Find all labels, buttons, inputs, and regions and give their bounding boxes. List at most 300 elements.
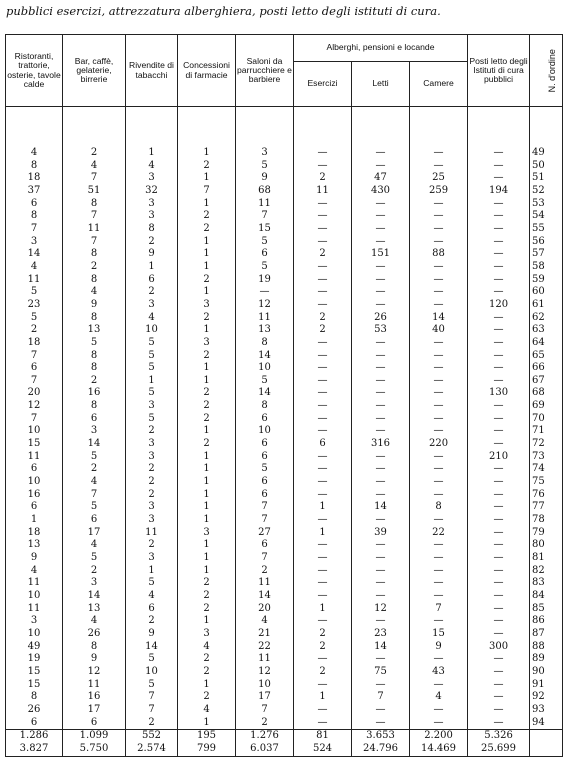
table-cell: — <box>294 286 352 299</box>
table-cell: — <box>352 198 410 211</box>
table-cell: 2 <box>63 565 126 578</box>
table-cell: 3.827 <box>6 743 63 756</box>
table-cell: 1 <box>178 463 236 476</box>
table-cell: — <box>468 362 530 375</box>
table-cell: 1 <box>6 514 63 527</box>
table-cell: 16 <box>6 489 63 502</box>
table-cell: 120 <box>468 299 530 312</box>
table-cell: 1 <box>178 679 236 692</box>
table-cell: 300 <box>468 641 530 654</box>
table-row <box>6 615 563 628</box>
table-cell: — <box>352 590 410 603</box>
table-cell: 11 <box>294 185 352 198</box>
table-cell: 9 <box>410 641 468 654</box>
table-cell: 53 <box>530 198 563 211</box>
table-cell: — <box>352 362 410 375</box>
table-row <box>6 501 563 514</box>
table-row <box>6 223 563 236</box>
table-cell: — <box>294 717 352 730</box>
table-row <box>6 413 563 426</box>
table-cell: 1 <box>178 489 236 502</box>
table-cell: 3 <box>6 236 63 249</box>
table-cell: — <box>410 425 468 438</box>
table-cell: 7 <box>236 704 294 717</box>
table-cell: 7 <box>410 603 468 616</box>
table-cell: 2 <box>294 666 352 679</box>
table-cell: — <box>410 274 468 287</box>
table-cell: 4 <box>410 691 468 704</box>
table-cell: 60 <box>530 286 563 299</box>
table-cell: 76 <box>530 489 563 502</box>
table-cell: 6 <box>6 198 63 211</box>
table-cell: — <box>410 552 468 565</box>
table-cell: 6 <box>63 514 126 527</box>
table-cell: 1 <box>178 451 236 464</box>
table-cell: 9 <box>126 248 178 261</box>
table-cell: 6 <box>6 501 63 514</box>
table-cell: 2 <box>294 172 352 185</box>
table-cell: 14 <box>236 350 294 363</box>
table-cell: 1 <box>178 501 236 514</box>
table-cell: — <box>294 590 352 603</box>
table-cell: — <box>294 704 352 717</box>
table-cell: 24.796 <box>352 743 410 756</box>
table-cell: 43 <box>410 666 468 679</box>
table-cell: 71 <box>530 425 563 438</box>
table-cell: 2 <box>178 312 236 325</box>
table-cell: — <box>468 603 530 616</box>
table-cell: 62 <box>530 312 563 325</box>
table-cell: 3 <box>126 451 178 464</box>
table-cell: 3 <box>126 552 178 565</box>
table-cell: 10 <box>236 362 294 375</box>
table-cell: 7 <box>236 514 294 527</box>
table-cell: 7 <box>6 223 63 236</box>
table-cell: 524 <box>294 743 352 756</box>
table-cell: 92 <box>530 691 563 704</box>
table-cell: 4 <box>63 615 126 628</box>
table-cell: 1 <box>178 324 236 337</box>
table-cell: — <box>468 172 530 185</box>
table-cell: — <box>410 451 468 464</box>
table-cell: — <box>468 577 530 590</box>
table-cell: 26 <box>6 704 63 717</box>
table-cell: 12 <box>236 299 294 312</box>
table-cell: — <box>468 286 530 299</box>
table-cell: 1 <box>178 717 236 730</box>
table-cell: 51 <box>63 185 126 198</box>
table-cell: 2 <box>126 489 178 502</box>
table-cell: 1 <box>178 425 236 438</box>
table-cell: 799 <box>178 743 236 756</box>
table-cell: — <box>468 438 530 451</box>
table-cell: 4 <box>236 615 294 628</box>
table-row <box>6 514 563 527</box>
table-cell: 2 <box>178 603 236 616</box>
table-title: pubblici esercizi, attrezzatura alberghiera, posti letto degli istituti di cura. <box>6 4 441 18</box>
table-cell: 6 <box>236 248 294 261</box>
table-cell: 14 <box>126 641 178 654</box>
table-cell: 47 <box>352 172 410 185</box>
table-cell: 6 <box>236 438 294 451</box>
table-cell: 7 <box>6 375 63 388</box>
table-cell: 1 <box>126 261 178 274</box>
table-cell: 3 <box>236 147 294 160</box>
table-cell: — <box>410 615 468 628</box>
table-cell: 6 <box>6 717 63 730</box>
table-cell: 93 <box>530 704 563 717</box>
table-cell: 85 <box>530 603 563 616</box>
table-cell: — <box>410 299 468 312</box>
table-cell: 4 <box>6 261 63 274</box>
table-row <box>6 210 563 223</box>
table-cell: 7 <box>6 350 63 363</box>
table-cell: — <box>294 147 352 160</box>
table-cell: — <box>410 653 468 666</box>
table-cell: — <box>468 400 530 413</box>
table-cell: — <box>468 324 530 337</box>
table-cell: 68 <box>236 185 294 198</box>
table-cell: 3 <box>63 425 126 438</box>
table-cell: 3 <box>126 172 178 185</box>
table-row <box>6 362 563 375</box>
table-cell: 5 <box>126 653 178 666</box>
table-cell: 3 <box>6 615 63 628</box>
statistics-table <box>5 34 563 757</box>
table-cell: 5 <box>126 337 178 350</box>
table-cell: — <box>352 514 410 527</box>
table-cell: 10 <box>236 425 294 438</box>
table-cell: — <box>352 552 410 565</box>
table-cell: 7 <box>236 210 294 223</box>
table-cell: 14 <box>236 387 294 400</box>
table-cell: — <box>468 539 530 552</box>
table-cell: 8 <box>63 641 126 654</box>
table-cell: — <box>468 565 530 578</box>
table-cell: — <box>352 299 410 312</box>
table-cell: 6 <box>294 438 352 451</box>
table-cell: — <box>410 489 468 502</box>
table-cell: 430 <box>352 185 410 198</box>
header-rivendite: Rivendite di tabacchi <box>126 35 178 107</box>
table-cell: 5 <box>126 362 178 375</box>
table-cell: — <box>410 463 468 476</box>
header-ristoranti: Ristoranti, trattorie, osterie, tavole calde <box>6 35 63 107</box>
table-row <box>6 337 563 350</box>
table-cell: — <box>410 413 468 426</box>
header-ordine-label: N. d'ordine <box>546 48 557 93</box>
table-cell: — <box>294 539 352 552</box>
table-cell: 17 <box>236 691 294 704</box>
table-cell: 23 <box>6 299 63 312</box>
table-cell: 1.099 <box>63 730 126 743</box>
table-cell: — <box>352 413 410 426</box>
table-cell: 2 <box>294 641 352 654</box>
table-cell: 9 <box>63 653 126 666</box>
table-cell: 2 <box>63 375 126 388</box>
table-cell: 14 <box>6 248 63 261</box>
table-cell: 3 <box>126 210 178 223</box>
table-row <box>6 565 563 578</box>
table-cell: 11 <box>63 679 126 692</box>
table-cell: 8 <box>236 400 294 413</box>
table-cell: 4 <box>126 590 178 603</box>
table-cell: — <box>410 337 468 350</box>
header-saloni: Saloni da parrucchiere e barbiere <box>236 35 294 107</box>
table-cell: 7 <box>236 501 294 514</box>
table-cell: 3 <box>178 628 236 641</box>
table-cell: 86 <box>530 615 563 628</box>
table-cell: 50 <box>530 160 563 173</box>
table-cell: — <box>468 666 530 679</box>
table-cell: 1 <box>178 539 236 552</box>
table-cell: 15 <box>236 223 294 236</box>
table-cell: 2 <box>178 438 236 451</box>
table-cell: 1.286 <box>6 730 63 743</box>
table-cell: 54 <box>530 210 563 223</box>
table-cell: 1 <box>178 362 236 375</box>
table-cell: 1 <box>294 527 352 540</box>
table-cell: — <box>294 653 352 666</box>
table-cell: 4 <box>126 160 178 173</box>
table-cell: 12 <box>63 666 126 679</box>
table-row <box>6 387 563 400</box>
table-cell: 2 <box>178 577 236 590</box>
table-cell: 16 <box>63 691 126 704</box>
table-row <box>6 286 563 299</box>
table-cell: 5 <box>126 387 178 400</box>
table-cell: 87 <box>530 628 563 641</box>
table-cell: 13 <box>6 539 63 552</box>
table-cell: 3 <box>126 198 178 211</box>
table-cell: 2 <box>294 248 352 261</box>
table-cell: 2 <box>178 274 236 287</box>
table-cell: — <box>468 236 530 249</box>
table-cell: — <box>294 552 352 565</box>
table-cell: — <box>410 286 468 299</box>
table-cell: 51 <box>530 172 563 185</box>
table-cell: 4 <box>178 641 236 654</box>
table-cell: 15 <box>410 628 468 641</box>
table-cell: 19 <box>6 653 63 666</box>
table-cell: 11 <box>6 603 63 616</box>
table-cell: 14 <box>63 438 126 451</box>
table-cell: — <box>352 463 410 476</box>
table-cell: 3.653 <box>352 730 410 743</box>
table-cell: — <box>468 514 530 527</box>
table-cell: — <box>294 299 352 312</box>
table-cell: 61 <box>530 299 563 312</box>
table-cell: 39 <box>352 527 410 540</box>
table-cell: 6 <box>236 413 294 426</box>
table-cell: 8 <box>63 362 126 375</box>
table-cell: 4 <box>63 286 126 299</box>
table-cell: — <box>294 261 352 274</box>
table-cell: 14 <box>236 590 294 603</box>
table-cell: — <box>410 261 468 274</box>
table-cell: — <box>294 400 352 413</box>
table-cell: — <box>294 236 352 249</box>
table-cell: — <box>352 451 410 464</box>
table-cell: 7 <box>352 691 410 704</box>
table-cell: 11 <box>6 451 63 464</box>
table-cell: 67 <box>530 375 563 388</box>
table-cell: 1 <box>178 147 236 160</box>
table-cell: 26 <box>63 628 126 641</box>
table-row <box>6 438 563 451</box>
table-cell: 40 <box>410 324 468 337</box>
table-cell: — <box>468 717 530 730</box>
table-cell: 4 <box>178 704 236 717</box>
table-cell: 82 <box>530 565 563 578</box>
table-cell: 57 <box>530 248 563 261</box>
table-cell: 3 <box>178 299 236 312</box>
table-cell: 151 <box>352 248 410 261</box>
table-cell: 1 <box>178 198 236 211</box>
table-cell: 2 <box>126 615 178 628</box>
table-cell: — <box>410 539 468 552</box>
table-cell: 75 <box>530 476 563 489</box>
table-cell: — <box>468 413 530 426</box>
table-cell: 65 <box>530 350 563 363</box>
table-cell: 7 <box>178 185 236 198</box>
table-cell: — <box>468 223 530 236</box>
table-cell: 17 <box>63 527 126 540</box>
table-cell: 11 <box>6 577 63 590</box>
table-cell: — <box>352 274 410 287</box>
table-cell: 18 <box>6 172 63 185</box>
header-concessioni: Concessioni di farmacie <box>178 35 236 107</box>
table-cell: 2 <box>126 463 178 476</box>
table-row <box>6 666 563 679</box>
table-cell: 10 <box>6 628 63 641</box>
table-cell: 49 <box>530 147 563 160</box>
table-cell: — <box>352 261 410 274</box>
table-cell: — <box>410 160 468 173</box>
table-cell: 1 <box>178 476 236 489</box>
table-cell: 2 <box>178 223 236 236</box>
table-cell: 8 <box>63 312 126 325</box>
table-cell: 15 <box>6 666 63 679</box>
table-cell: 12 <box>236 666 294 679</box>
table-row <box>6 375 563 388</box>
table-cell: 6 <box>63 717 126 730</box>
table-cell: 1 <box>178 248 236 261</box>
table-cell: — <box>410 198 468 211</box>
table-cell: 11 <box>126 527 178 540</box>
table-cell: 9 <box>6 552 63 565</box>
table-cell: 23 <box>352 628 410 641</box>
table-cell: — <box>352 400 410 413</box>
table-cell: — <box>294 160 352 173</box>
table-cell: 22 <box>410 527 468 540</box>
table-cell: 3 <box>63 577 126 590</box>
table-cell: 5 <box>6 286 63 299</box>
table-cell: 2 <box>236 565 294 578</box>
table-cell: 8 <box>63 274 126 287</box>
table-cell: 21 <box>236 628 294 641</box>
table-cell: 2 <box>178 350 236 363</box>
table-cell: 26 <box>352 312 410 325</box>
table-cell: 13 <box>63 603 126 616</box>
table-cell: 8 <box>410 501 468 514</box>
table-row <box>6 527 563 540</box>
table-cell: 6 <box>126 603 178 616</box>
table-cell: 18 <box>6 527 63 540</box>
table-cell: 20 <box>6 387 63 400</box>
table-cell: — <box>410 514 468 527</box>
table-row <box>6 653 563 666</box>
table-cell: 2 <box>63 463 126 476</box>
table-cell: — <box>468 375 530 388</box>
table-cell: 7 <box>63 489 126 502</box>
table-row <box>6 451 563 464</box>
table-cell: — <box>468 160 530 173</box>
table-cell: 3 <box>126 400 178 413</box>
table-cell: — <box>294 679 352 692</box>
table-cell: 2 <box>126 425 178 438</box>
table-row <box>6 172 563 185</box>
table-cell: — <box>352 615 410 628</box>
table-cell: — <box>468 337 530 350</box>
table-cell: — <box>352 653 410 666</box>
table-cell: — <box>352 350 410 363</box>
table-cell: 5 <box>236 160 294 173</box>
table-cell: 3 <box>126 438 178 451</box>
table-cell <box>530 743 563 756</box>
table-cell: 10 <box>236 679 294 692</box>
table-cell: 16 <box>63 387 126 400</box>
table-cell: 8 <box>126 223 178 236</box>
table-row <box>6 476 563 489</box>
table-cell: 2 <box>178 210 236 223</box>
table-cell: 22 <box>236 641 294 654</box>
table-cell: 6 <box>6 463 63 476</box>
table-cell: 8 <box>63 248 126 261</box>
table-cell: 4 <box>63 539 126 552</box>
table-cell: 3 <box>126 501 178 514</box>
table-row <box>6 147 563 160</box>
table-cell: 10 <box>126 666 178 679</box>
table-cell: 91 <box>530 679 563 692</box>
table-row <box>6 400 563 413</box>
table-row <box>6 552 563 565</box>
table-cell: — <box>352 210 410 223</box>
table-cell: — <box>468 653 530 666</box>
table-cell: 7 <box>126 704 178 717</box>
table-cell: 88 <box>410 248 468 261</box>
table-cell: 89 <box>530 653 563 666</box>
table-cell: — <box>294 375 352 388</box>
table-cell: — <box>410 679 468 692</box>
table-cell: — <box>294 425 352 438</box>
table-cell: 14 <box>352 641 410 654</box>
table-cell: — <box>468 615 530 628</box>
table-cell: 88 <box>530 641 563 654</box>
table-cell: — <box>294 210 352 223</box>
table-cell: 84 <box>530 590 563 603</box>
table-cell: 75 <box>352 666 410 679</box>
table-cell: 194 <box>468 185 530 198</box>
table-cell: — <box>410 590 468 603</box>
table-cell: 210 <box>468 451 530 464</box>
table-cell: — <box>294 615 352 628</box>
table-row <box>6 489 563 502</box>
table-cell: 80 <box>530 539 563 552</box>
table-row <box>6 160 563 173</box>
table-cell: — <box>352 236 410 249</box>
table-cell: 74 <box>530 463 563 476</box>
